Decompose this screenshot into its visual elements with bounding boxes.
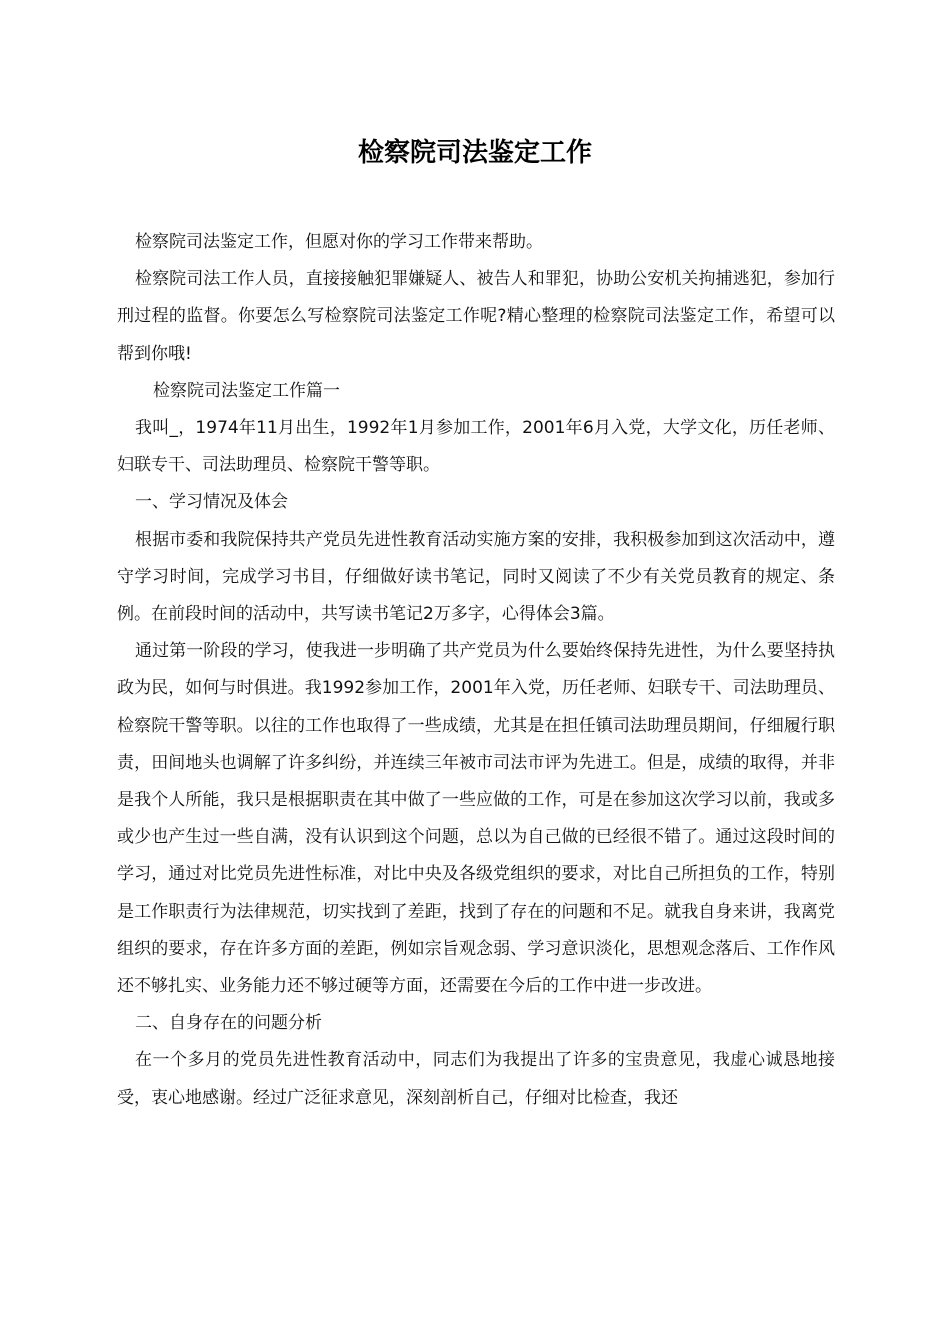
paragraph: 根据市委和我院保持共产党员先进性教育活动实施方案的安排，我积极参加到这次活动中，遵守学习时间，完成学习书目，仔细做好读书笔记，同时又阅读了不少有关党员教育的规定、条例。在前段时间的活动中，共写读书笔记2万多字，心得体会3篇。 — [117, 529, 835, 625]
paragraph: 在一个多月的党员先进性教育活动中，同志们为我提出了许多的宝贵意见，我虚心诚恳地接受，衷心地感谢。经过广泛征求意见，深刻剖析自己，仔细对比检查，我还 — [117, 1050, 835, 1108]
section-subheading: 检察院司法鉴定工作篇一 — [153, 380, 340, 401]
document-title: 检察院司法鉴定工作 — [357, 138, 592, 168]
paragraph: 检察院司法鉴定工作，但愿对你的学习工作带来帮助。 — [135, 232, 543, 252]
paragraph: 通过第一阶段的学习，使我进一步明确了共产党员为什么要始终保持先进性，为什么要坚持执政为民，如何与时俱进。我1992参加工作，2001年入党，历任老师、妇联专干、司法助理员、检察院干警等职。以往的工作也取得了一些成绩，尤其是在担任镇司法助理员期间，仔细履行职责，田间地头也调解了许多纠纷，并连续三年被市司法市评为先进工。但是，成绩的取得，并非是我个人所能，我只是根据职责在其中做了一些应做的工作，可是在参加这次学习以前，我或多或少也产生过一些自满，没有认识到这个问题，总以为自己做的已经很不错了。通过这段时间的学习，通过对比党员先进性标准，对比中央及各级党组织的要求，对比自己所担负的工作，特别是工作职责行为法律规范，切实找到了差距，找到了存在的问题和不足。就我自身来讲，我离党组织的要求，存在许多方面的差距，例如宗旨观念弱、学习意识淡化，思想观念落后、工作作风还不够扎实、业务能力还不够过硬等方面，还需要在今后的工作中进一步改进。 — [117, 641, 835, 997]
paragraph: 一、学习情况及体会 — [135, 492, 288, 513]
paragraph: 二、自身存在的问题分析 — [135, 1013, 322, 1034]
paragraph: 我叫_，1974年11月出生，1992年1月参加工作，2001年6月入党，大学文化，历任老师、妇联专干、司法助理员、检察院干警等职。 — [117, 418, 835, 476]
paragraph: 检察院司法工作人员，直接接触犯罪嫌疑人、被告人和罪犯，协助公安机关拘捕逃犯，参加行刑过程的监督。你要怎么写检察院司法鉴定工作呢?精心整理的检察院司法鉴定工作，希望可以帮到你哦! — [117, 269, 835, 364]
document-body — [117, 224, 835, 1117]
